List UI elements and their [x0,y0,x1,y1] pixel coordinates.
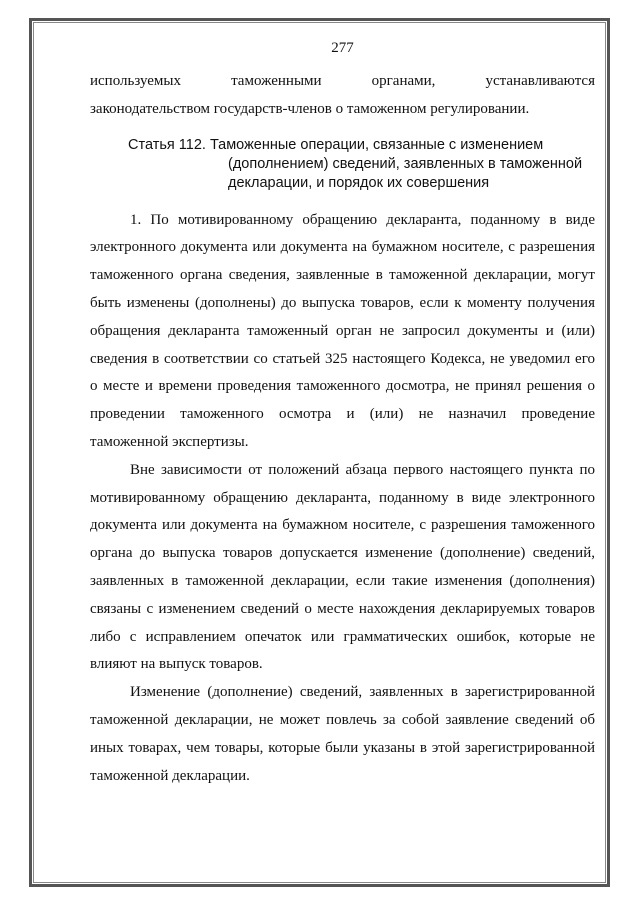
paragraph-1: 1. По мотивированному обращению декларанта, поданному в виде электронного документа или документа на бумажном носителе, с разрешения таможенного органа сведения, заявленные в таможенной декларации, могут быть изменены (дополнены) до выпуска товаров, если к моменту получения обращения декларанта таможенный орган не запросил документы и (или) сведения в соответствии со статьей 325 настоящего Кодекса, не уведомил его о месте и времени проведения таможенного досмотра, не принял решения о проведении таможенного осмотра и (или) не назначил проведение таможенной экспертизы. [90,211,595,450]
article-heading [90,136,595,193]
paragraph-3: Изменение (дополнение) сведений, заявленных в зарегистрированной таможенной декларации, не может повлечь за собой заявление сведений об иных товарах, чем товары, которые были указаны в этой зарегистрированной таможенной декларации. [90,684,595,784]
page-number: 277 [331,40,354,56]
intro-line-2: законодательством государств-членов о таможенном регулировании. [90,100,530,117]
article-heading-line-3: декларации, и порядок их совершения [228,174,490,191]
document-body [90,38,595,790]
article-heading-line-2: (дополнением) сведений, заявленных в таможенной [228,155,583,172]
article-heading-line-1: Статья 112. Таможенные операции, связанные с изменением [128,136,544,153]
intro-line-1: используемых таможенными органами, устанавливаются [90,73,595,89]
paragraph-2: Вне зависимости от положений абзаца первого настоящего пункта по мотивированному обращению декларанта, поданному в виде электронного документа или документа на бумажном носителе, с разрешения таможенного органа до выпуска товаров допускается изменение (дополнение) сведений, заявленных в таможенной декларации, если такие изменения (дополнения) связаны с изменением сведений о месте нахождения декларируемых товаров либо с исправлением опечаток или грамматических ошибок, которые не влияют на выпуск товаров. [90,461,595,673]
